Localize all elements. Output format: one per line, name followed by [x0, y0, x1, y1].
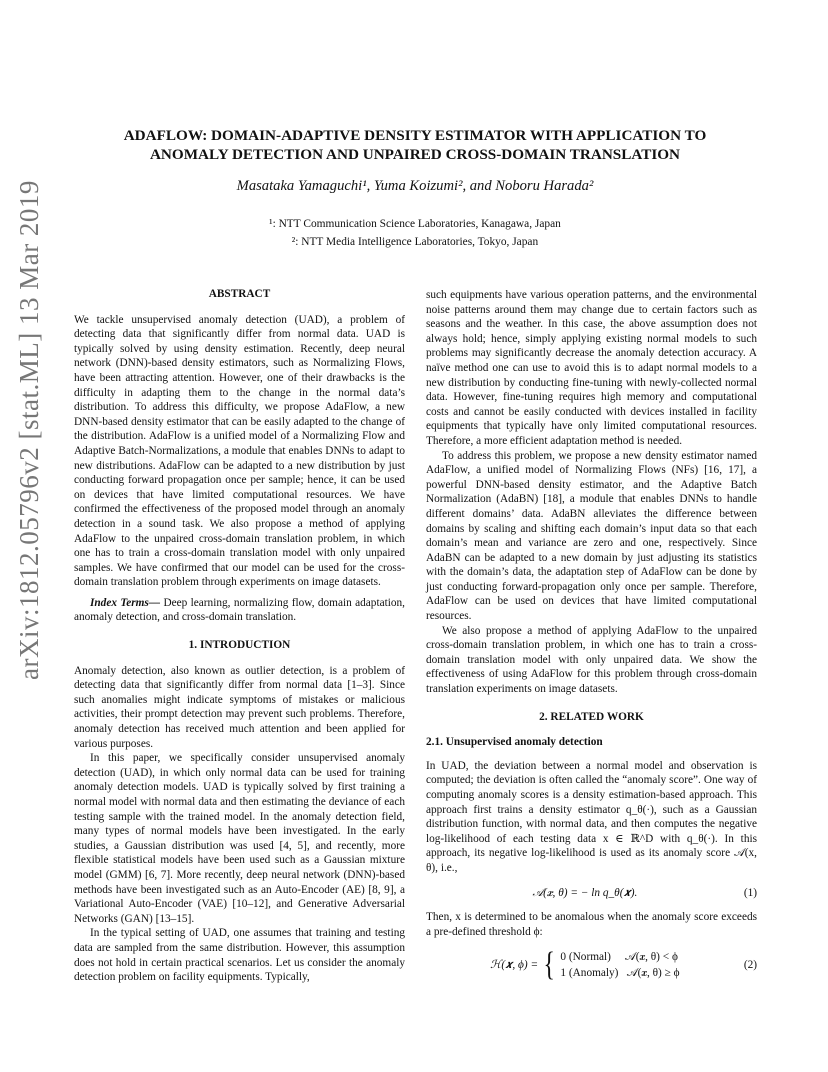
intro-paragraph-3: In the typical setting of UAD, one assumes that training and testing data are sampled from the same distribution. However, this assumption does not hold in certain practical scenarios. Let us consider the anomaly detection problem on facility equipments. Typically,: [74, 927, 405, 984]
intro-paragraph-2: In this paper, we specifically consider unsupervised anomaly detection (UAD), in which only normal data can be used for training anomaly detection models. UAD is typically solved by first training a normal model with normal data and then estimating the deviance of each testing sample with the trained model. In the anomaly detection field, many types of normal models have been investigated. In the early studies, a Gaussian distribution was used [4, 5], and recently, more flexible statistical models have been used such as a Gaussian mixture model (GMM) [6, 7]. More recently, deep neural network (DNN)-based methods have been investigated such as an Auto-Encoder (AE) [8, 9], a Variational Auto-Encoder (VAE) [10–12], and Generative Adversarial Networks (GAN) [13–15].: [74, 752, 405, 925]
affiliation-2: ²: NTT Media Intelligence Laboratories, Tokyo, Japan: [291, 236, 539, 248]
intro-paragraph-1: Anomaly detection, also known as outlier detection, is a problem of detecting data that significantly differ from normal data [1–3]. Since such anomalies might indicate symptoms of mistakes or malicious activities, their prompt detection may prevent such problems. Therefore, anomaly detection has received much attention and been applied for various purposes.: [74, 664, 405, 750]
abstract-heading: ABSTRACT: [208, 288, 271, 300]
equation-2: [426, 946, 757, 984]
equation-2-number: (2): [743, 959, 757, 972]
brace-symbol: {: [543, 946, 555, 984]
related-work-heading: 2. RELATED WORK: [539, 710, 644, 723]
equation-2-case-1: 0 (Normal) 𝒜(𝒙, θ) < ϕ: [560, 951, 678, 964]
left-column: [74, 287, 405, 985]
paper-title: [70, 126, 760, 164]
right-paragraph-1: such equipments have various operation patterns, and the environmental noise patterns around them may change due to certain factors such as seasons and the weather. In this case, the above assumption does not always hold; hence, simply applying existing normal models to such problems may significantly decrease the anomaly detection accuracy. A naïve method one can use to avoid this is to adapt normal models to a new distribution by conducting fine-tuning with newly-collected normal data. However, fine-tuning requires high memory and computational costs and cannot be easily conducted with devices installed in facility equipments that typically have only limited computational resources. Therefore, a more efficient adaptation method is needed.: [426, 289, 757, 447]
right-column: [426, 288, 757, 991]
uad-subheading: 2.1. Unsupervised anomaly detection: [426, 736, 603, 749]
index-terms-label: Index Terms—: [90, 596, 161, 609]
index-terms-text: Deep learning, normalizing flow, domain adaptation, anomaly detection, and cross-domain translation.: [74, 596, 405, 624]
right-paragraph-5: Then, x is determined to be anomalous when the anomaly score exceeds a pre-defined threshold ϕ:: [426, 911, 757, 938]
title-line-2: ANOMALY DETECTION AND UNPAIRED CROSS-DOMAIN TRANSLATION: [149, 146, 681, 163]
authors: Masataka Yamaguchi¹, Yuma Koizumi², and Noboru Harada²: [236, 178, 594, 194]
equation-2-case-2: 1 (Anomaly) 𝒜(𝒙, θ) ≥ ϕ: [560, 967, 680, 980]
title-line-1: ADAFLOW: DOMAIN-ADAPTIVE DENSITY ESTIMATOR WITH APPLICATION TO: [123, 127, 707, 144]
right-paragraph-4: In UAD, the deviation between a normal model and observation is computed; the deviation is often called the “anomaly score”. One way of computing anomaly scores is a density estimation-based approach. This approach first trains a density estimator q_θ(·), such as a Gaussian distribution function, with normal data, and then computes the negative log-likelihood of each testing data x ∈ ℝ^D with q_θ(·). In this approach, its negative log-likelihood is used as its anomaly score 𝒜(x, θ), i.e.,: [426, 759, 757, 874]
right-paragraph-2: To address this problem, we propose a new density estimator named AdaFlow, a unified model of Normalizing Flows (NFs) [16, 17], a powerful DNN-based density estimator, and the Adaptive Batch Normalization (AdaBN) [18], a module that enables DNNs to handle different domains’ data. AdaBN alleviates the difference between domains by scaling and shifting each domain’s input data so that each domain’s mean and variance are zero and one, respectively. Since AdaBN can be adapted to a new domain by just adjusting its statistics with the domain’s data, the adaptation step of AdaFlow can be done by just conducting forward-propagation only once per sample. Therefore, AdaFlow can be used on devices that have limited computational resources.: [426, 449, 757, 623]
arxiv-side-label: arXiv:1812.05796v2 [stat.ML] 13 Mar 2019: [14, 180, 44, 680]
equation-2-lhs: ℋ(𝒙, ϕ) =: [490, 959, 539, 972]
abstract-text: We tackle unsupervised anomaly detection (UAD), a problem of detecting data that significantly differ from normal data. UAD is typically solved by using density estimation. Recently, deep neural network (DNN)-based density estimators, such as Normalizing Flows, have been attracting attention. However, one of their drawbacks is the difficulty in adapting them to the change in the normal data’s distribution. To address this difficulty, we propose AdaFlow, a new DNN-based density estimator that can be easily adapted to the change of the distribution. AdaFlow is a unified model of a Normalizing Flow and Adaptive Batch-Normalizations, a module that enables DNNs to adapt to new distributions. AdaFlow can be adapted to a new distribution by just conducting forward propagation once per sample; hence, it can be used on devices that have limited computational resources. We have confirmed the effectiveness of the proposed model through an anomaly detection in a sound task. We also propose a method of applying AdaFlow to the unpaired cross-domain translation problem, in which one has to train a cross-domain translation model with only unpaired samples. We have confirmed that our model can be used for the cross-domain translation problem through experiments on image datasets.: [74, 313, 405, 589]
right-paragraph-3: We also propose a method of applying AdaFlow to the unpaired cross-domain translation problem, in which one has to train a cross-domain translation model with only unpaired data. We show the effectiveness of using AdaFlow for this problem through cross-domain translation experiments on image datasets.: [426, 624, 757, 696]
intro-heading: 1. INTRODUCTION: [188, 639, 291, 652]
equation-1: [426, 886, 757, 901]
equation-1-number: (1): [743, 886, 757, 899]
index-terms: [74, 596, 405, 625]
affiliation-1: ¹: NTT Communication Science Laboratories, Kanagawa, Japan: [269, 218, 561, 230]
equation-1-body: 𝒜(𝒙, θ) = − ln q_θ(𝒙).: [532, 886, 638, 899]
